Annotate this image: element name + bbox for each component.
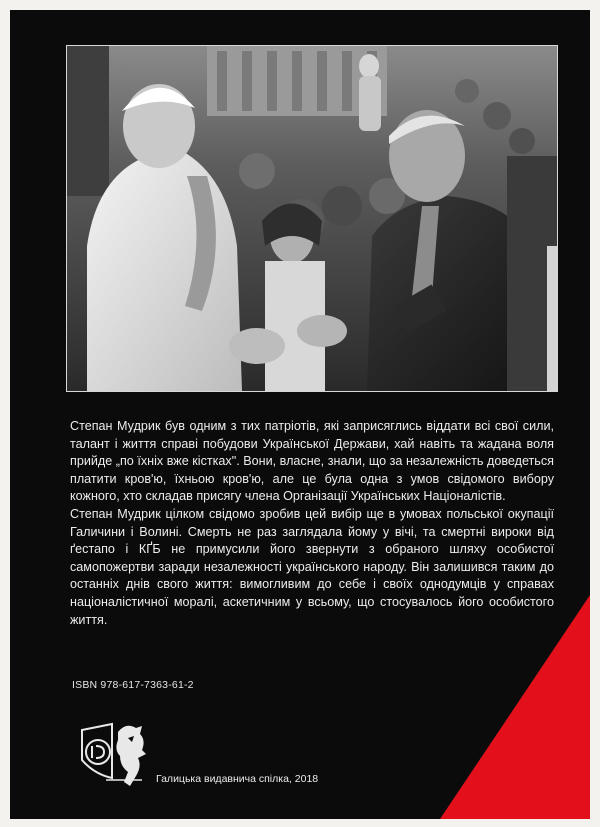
publisher-logo bbox=[76, 720, 154, 792]
back-cover bbox=[10, 10, 590, 819]
isbn: ISBN 978-617-7363-61-2 bbox=[72, 679, 194, 691]
publisher-name: Галицька видавнича спілка, 2018 bbox=[156, 773, 319, 785]
cover-photo bbox=[66, 45, 558, 392]
paragraph-2: Степан Мудрик цілком свідомо зробив цей вибір ще в умовах польської окупації Галичини і Волині. Смерть не раз заглядала йому у вічі, та смертні вироки від ґестапо і КҐБ не примусили його звернути з обраного шляху особистої самопожертви заради незалежності українського народу. Він залишився таким до останніх днів свого життя: вимогливим до себе і своїх однодумців у справах націоналістичної моралі, аскетичним у всьому, що стосувалось його особистого життя. bbox=[70, 506, 554, 627]
annotation-text bbox=[70, 418, 554, 629]
paragraph-1: Степан Мудрик був одним з тих патріотів, які заприсяглись віддати всі свої сили, талант і життя справі побудови Української Держави, хай навіть та жадана воля прийде „по їхніх вже кістках". Вони, власне, знали, що за незалежність доведеться платити кров'ю, їхньою кров'ю, але це була одна з умов свідомого вибору кожного, хто складав присягу члена Організації Українських Націоналістів. bbox=[70, 419, 554, 504]
